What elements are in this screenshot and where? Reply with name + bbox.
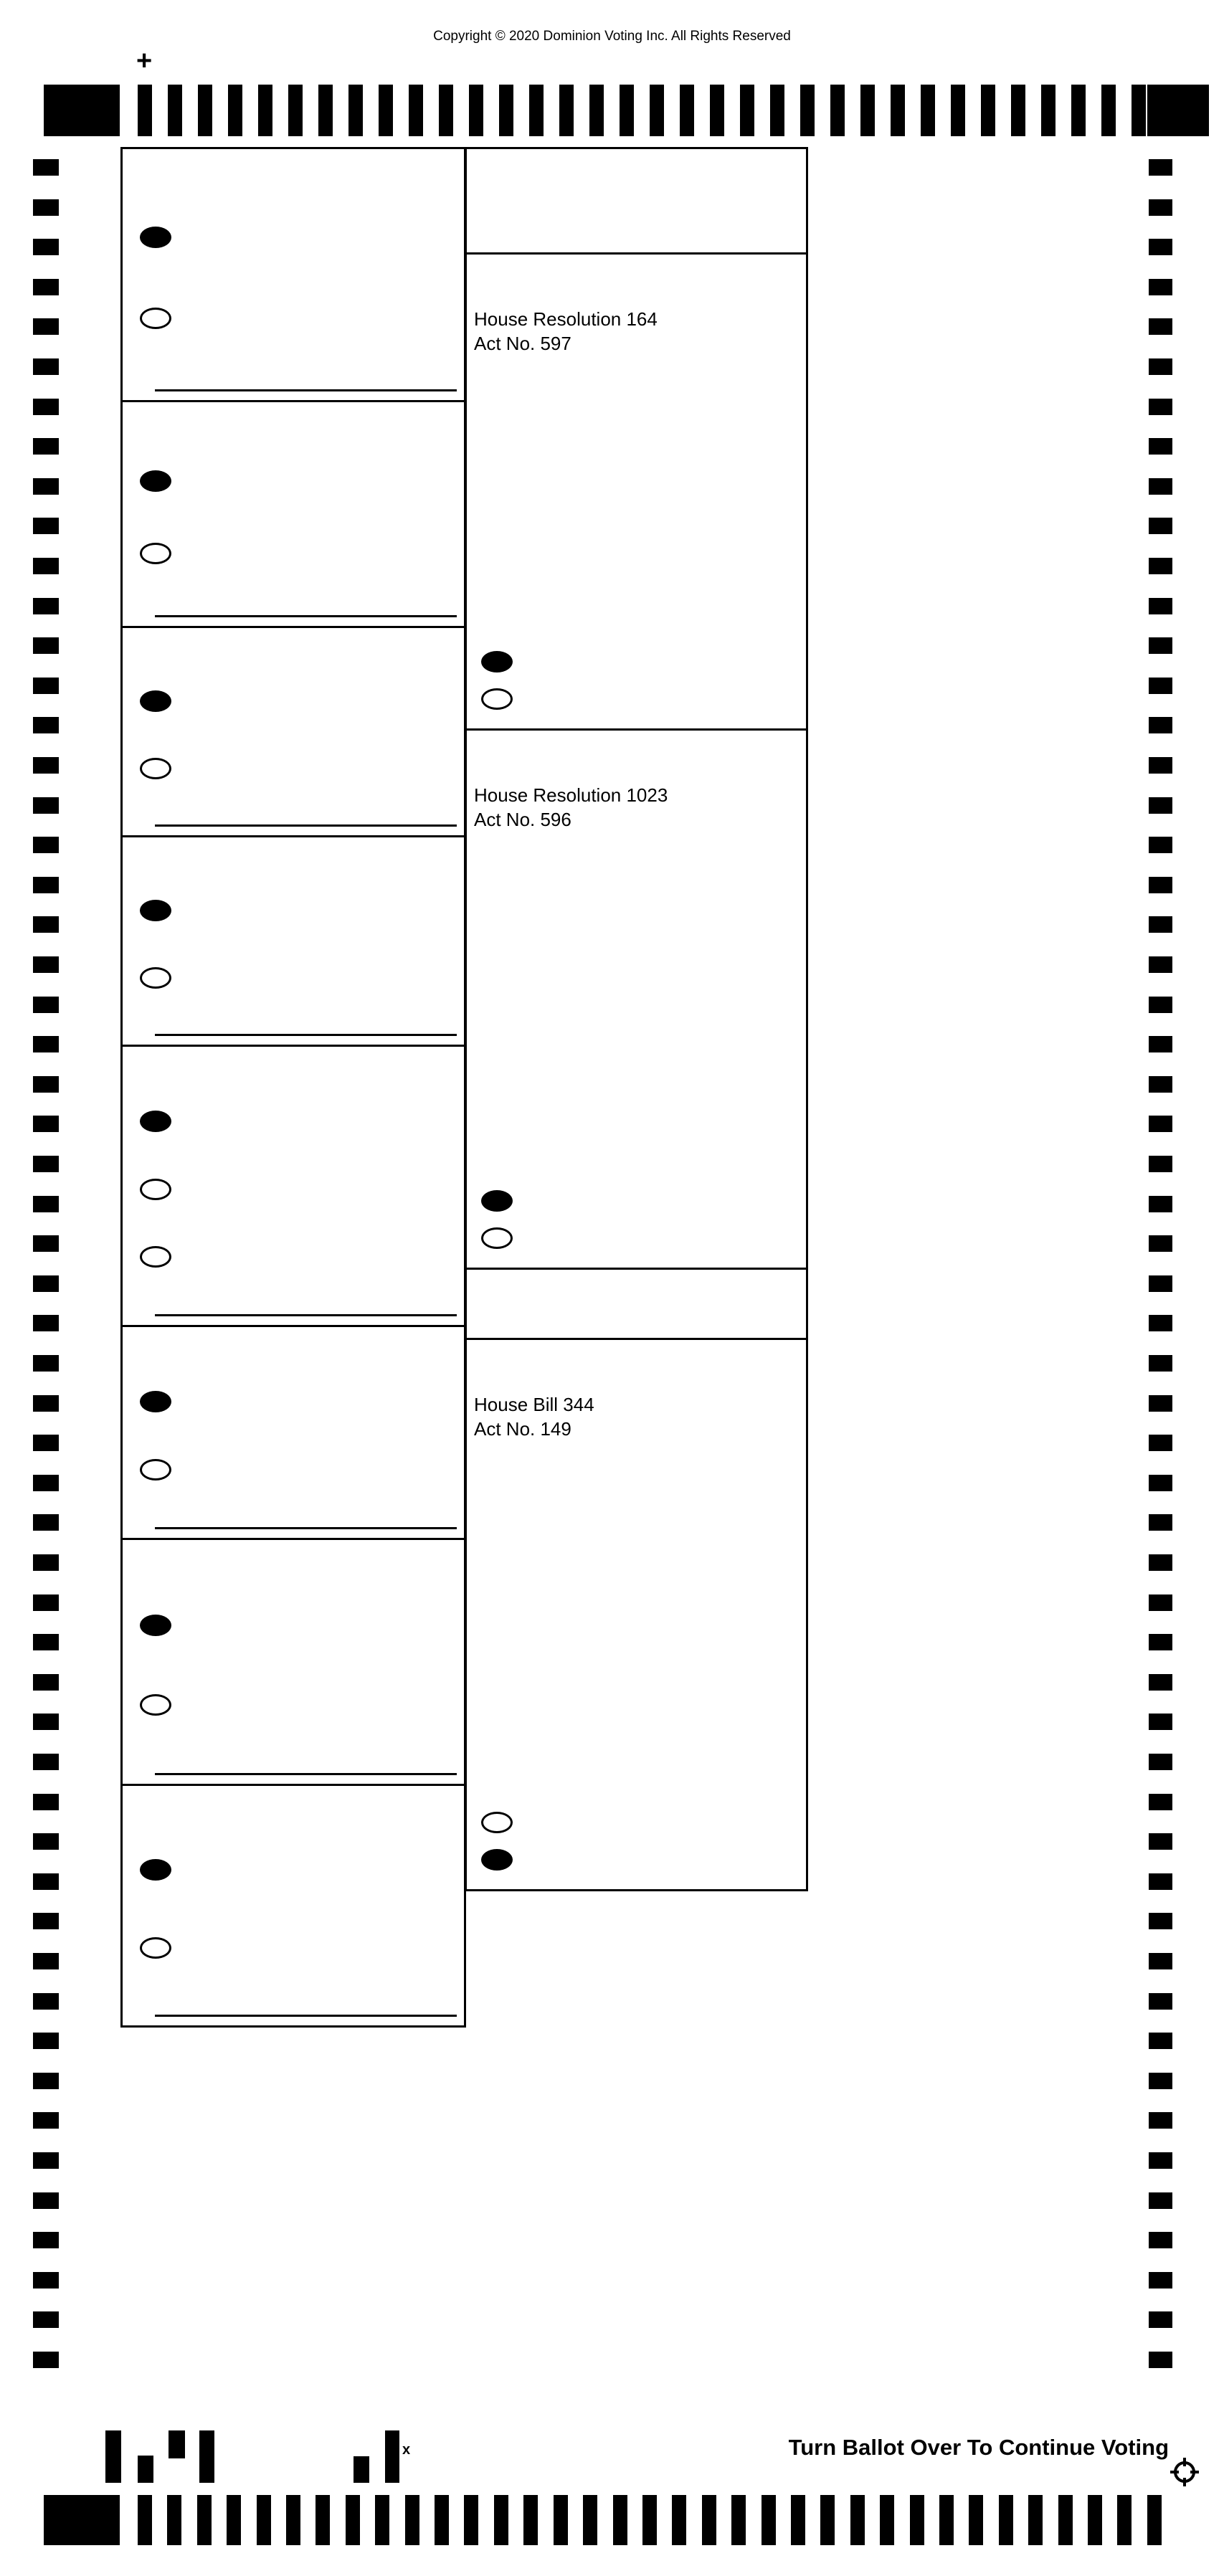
timing-mark — [33, 518, 59, 534]
timing-mark — [1149, 2112, 1172, 2129]
timing-mark — [910, 2495, 924, 2545]
timing-mark — [375, 2495, 389, 2545]
timing-mark — [1149, 1116, 1172, 1132]
ballot-bubble[interactable] — [481, 1812, 513, 1833]
candidate-option[interactable] — [123, 1388, 464, 1412]
timing-mark — [1149, 1235, 1172, 1252]
timing-mark — [1149, 2311, 1172, 2328]
timing-mark — [33, 2232, 59, 2248]
timing-mark — [33, 2272, 59, 2289]
timing-mark — [33, 558, 59, 574]
timing-mark — [33, 837, 59, 853]
timing-mark — [33, 2033, 59, 2049]
contest-box — [120, 1045, 466, 1327]
timing-mark — [138, 2495, 152, 2545]
timing-mark — [1149, 399, 1172, 415]
measure-authority: House Resolution 1023 Act No. 596 — [474, 784, 668, 830]
write-in-option[interactable] — [123, 305, 464, 329]
timing-mark — [198, 85, 212, 136]
ballot-bubble[interactable] — [481, 1227, 513, 1249]
timing-mark — [1149, 358, 1172, 375]
timing-mark — [1149, 2152, 1172, 2169]
timing-mark — [1088, 2495, 1102, 2545]
timing-mark — [405, 2495, 419, 2545]
timing-mark — [33, 717, 59, 733]
timing-mark — [1149, 2272, 1172, 2289]
ballot-bubble-filled[interactable] — [140, 1859, 171, 1881]
contest-box — [120, 400, 466, 628]
timing-mark — [167, 2495, 181, 2545]
timing-mark — [1071, 85, 1086, 136]
timing-mark — [168, 85, 182, 136]
timing-mark — [1149, 1355, 1172, 1372]
write-in-option[interactable] — [123, 755, 464, 779]
timing-mark — [702, 2495, 716, 2545]
timing-mark — [318, 85, 333, 136]
timing-mark — [33, 2073, 59, 2089]
timing-mark — [1149, 199, 1172, 216]
ballot-bubble-filled[interactable] — [140, 900, 171, 921]
timing-mark — [1058, 2495, 1073, 2545]
timing-mark — [33, 1514, 59, 1531]
write-in-line[interactable] — [155, 1314, 457, 1318]
timing-mark — [33, 1116, 59, 1132]
write-in-line[interactable] — [155, 1773, 457, 1777]
timing-mark — [999, 2495, 1013, 2545]
timing-mark — [33, 1395, 59, 1412]
timing-mark — [1149, 1953, 1172, 1969]
write-in-option[interactable] — [123, 1243, 464, 1268]
barcode-bar — [169, 2430, 185, 2458]
measure-option-no[interactable] — [481, 1225, 806, 1249]
timing-mark — [33, 678, 59, 694]
timing-mark — [523, 2495, 538, 2545]
timing-mark — [33, 2352, 59, 2368]
timing-mark — [258, 85, 272, 136]
ballot-bubble[interactable] — [140, 1694, 171, 1716]
measure-box — [465, 1338, 808, 1891]
timing-mark — [800, 85, 815, 136]
timing-mark — [1149, 1594, 1172, 1611]
timing-mark — [1149, 1873, 1172, 1890]
timing-mark — [1149, 837, 1172, 853]
ballot-bubble-filled[interactable] — [140, 1615, 171, 1636]
timing-mark — [33, 916, 59, 933]
timing-mark — [613, 2495, 627, 2545]
ballot-bubble[interactable] — [140, 967, 171, 989]
write-in-option[interactable] — [123, 540, 464, 564]
timing-mark — [860, 85, 875, 136]
crosshair-registration-icon — [1170, 2458, 1199, 2486]
timing-mark — [435, 2495, 449, 2545]
timing-mark — [1149, 279, 1172, 295]
timing-mark — [1149, 438, 1172, 455]
timing-mark — [1149, 318, 1172, 335]
timing-mark — [469, 85, 483, 136]
timing-mark — [672, 2495, 686, 2545]
timing-mark — [439, 85, 453, 136]
timing-mark — [529, 85, 544, 136]
write-in-line[interactable] — [155, 1034, 457, 1037]
timing-block-top-left — [44, 85, 120, 136]
barcode-bar — [105, 2430, 121, 2483]
timing-mark — [228, 85, 242, 136]
timing-mark — [33, 1594, 59, 1611]
timing-mark — [1149, 1275, 1172, 1292]
ballot-bubble[interactable] — [140, 543, 171, 564]
timing-mark — [33, 1275, 59, 1292]
measure-option-yes[interactable] — [481, 1187, 806, 1212]
timing-block-bottom-left — [44, 2495, 120, 2545]
timing-mark — [33, 1833, 59, 1850]
timing-mark — [33, 1634, 59, 1650]
ballot-bubble[interactable] — [140, 1246, 171, 1268]
write-in-line[interactable] — [155, 389, 457, 393]
timing-mark — [680, 85, 694, 136]
measure-option-no[interactable] — [481, 1846, 806, 1871]
timing-mark — [1149, 159, 1172, 176]
timing-mark — [921, 85, 935, 136]
timing-mark — [33, 956, 59, 973]
timing-mark — [33, 598, 59, 614]
timing-block-top-right — [1147, 85, 1209, 136]
write-in-option[interactable] — [123, 1691, 464, 1716]
ballot-bubble-filled[interactable] — [140, 227, 171, 248]
timing-mark — [33, 997, 59, 1013]
timing-mark — [33, 2192, 59, 2209]
timing-mark — [830, 85, 845, 136]
timing-mark — [33, 1235, 59, 1252]
timing-mark — [1149, 997, 1172, 1013]
contest-box — [120, 1325, 466, 1540]
timing-mark — [1149, 1435, 1172, 1451]
timing-mark — [710, 85, 724, 136]
ballot-bubble-filled[interactable] — [481, 1849, 513, 1871]
timing-mark — [33, 797, 59, 814]
timing-mark — [33, 1993, 59, 2010]
ballot-bubble[interactable] — [140, 1937, 171, 1959]
timing-mark — [1149, 877, 1172, 893]
timing-mark — [33, 1554, 59, 1571]
candidate-option[interactable] — [123, 1108, 464, 1132]
contests-column — [120, 147, 466, 2028]
timing-mark — [1149, 1196, 1172, 1212]
timing-mark — [1149, 1036, 1172, 1052]
measure-authority: House Resolution 164 Act No. 597 — [474, 308, 658, 354]
timing-mark — [379, 85, 393, 136]
timing-marks-top — [138, 85, 1146, 136]
timing-mark — [1149, 1913, 1172, 1929]
timing-mark — [1149, 717, 1172, 733]
timing-mark — [850, 2495, 865, 2545]
timing-mark — [559, 85, 574, 136]
timing-mark — [494, 2495, 508, 2545]
candidate-option[interactable] — [123, 1856, 464, 1881]
timing-mark — [1149, 2192, 1172, 2209]
write-in-line[interactable] — [155, 824, 457, 828]
timing-mark — [286, 2495, 300, 2545]
contest-box — [120, 147, 466, 402]
timing-mark — [33, 2152, 59, 2169]
timing-mark — [1149, 1754, 1172, 1770]
timing-mark — [1101, 85, 1116, 136]
contest-box — [120, 1784, 466, 2028]
turn-ballot-over-text: Turn Ballot Over To Continue Voting — [788, 2435, 1169, 2460]
ballot-bubble[interactable] — [140, 1459, 171, 1481]
timing-mark — [770, 85, 784, 136]
timing-mark — [33, 2311, 59, 2328]
timing-mark — [762, 2495, 776, 2545]
timing-mark — [1149, 956, 1172, 973]
timing-mark — [33, 358, 59, 375]
barcode-bar — [199, 2430, 214, 2483]
timing-mark — [288, 85, 303, 136]
ballot-bubble[interactable] — [140, 1179, 171, 1200]
timing-mark — [620, 85, 634, 136]
timing-mark — [33, 438, 59, 455]
timing-mark — [33, 1036, 59, 1052]
write-in-option[interactable] — [123, 964, 464, 989]
timing-mark — [316, 2495, 330, 2545]
measures-column — [465, 147, 808, 1891]
ballot-bubble[interactable] — [481, 688, 513, 710]
timing-mark — [1149, 797, 1172, 814]
timing-mark — [409, 85, 423, 136]
write-in-option[interactable] — [123, 1456, 464, 1481]
barcode-bar — [354, 2456, 369, 2483]
measure-question — [467, 832, 806, 857]
ballot-bubble[interactable] — [140, 308, 171, 329]
timing-mark — [1147, 2495, 1162, 2545]
timing-mark — [33, 279, 59, 295]
ballot-bubble[interactable] — [140, 758, 171, 779]
candidate-option[interactable] — [123, 688, 464, 712]
timing-mark — [33, 1953, 59, 1969]
timing-mark — [1149, 757, 1172, 774]
candidate-option[interactable] — [123, 897, 464, 921]
measure-box — [465, 728, 808, 1270]
write-in-option[interactable] — [123, 1934, 464, 1959]
ballot-bubble-filled[interactable] — [140, 470, 171, 492]
timing-mark — [33, 199, 59, 216]
timing-mark — [1041, 85, 1055, 136]
timing-mark — [138, 85, 152, 136]
timing-mark — [981, 85, 995, 136]
timing-mark — [1149, 598, 1172, 614]
registration-plus-mark: + — [136, 46, 153, 76]
timing-mark — [1149, 1315, 1172, 1331]
timing-mark — [1149, 2073, 1172, 2089]
timing-mark — [33, 1435, 59, 1451]
timing-mark — [731, 2495, 746, 2545]
measure-option-yes[interactable] — [481, 1809, 806, 1833]
timing-mark — [1149, 1993, 1172, 2010]
write-in-line[interactable] — [155, 1527, 457, 1531]
timing-mark — [1149, 2033, 1172, 2049]
timing-mark — [33, 1076, 59, 1093]
timing-mark — [33, 1315, 59, 1331]
timing-mark — [33, 1475, 59, 1491]
timing-mark — [33, 399, 59, 415]
timing-mark — [33, 877, 59, 893]
contest-box — [120, 1538, 466, 1786]
timing-mark — [464, 2495, 478, 2545]
timing-mark — [791, 2495, 805, 2545]
measure-box — [465, 252, 808, 731]
ballot-bubble-filled[interactable] — [481, 1190, 513, 1212]
contest-box — [120, 835, 466, 1047]
timing-mark — [1149, 1395, 1172, 1412]
timing-mark — [33, 159, 59, 176]
copyright-text: Copyright © 2020 Dominion Voting Inc. All Rights Reserved — [433, 29, 791, 44]
measure-option-no[interactable] — [481, 685, 806, 710]
timing-mark — [33, 1714, 59, 1730]
measure-authority: House Bill 344 Act No. 149 — [474, 1394, 594, 1440]
timing-mark — [554, 2495, 568, 2545]
timing-mark — [1149, 1076, 1172, 1093]
timing-mark — [257, 2495, 271, 2545]
ballot-bubble-filled[interactable] — [140, 1111, 171, 1132]
measure-question — [467, 356, 806, 381]
barcode-bar — [138, 2456, 153, 2483]
timing-mark — [33, 1754, 59, 1770]
timing-mark — [951, 85, 965, 136]
timing-mark — [1149, 1634, 1172, 1650]
write-in-line[interactable] — [155, 2015, 457, 2018]
timing-mark — [1149, 637, 1172, 654]
timing-mark — [33, 1355, 59, 1372]
timing-mark — [891, 85, 905, 136]
timing-mark — [650, 85, 664, 136]
timing-mark — [1149, 678, 1172, 694]
measure-option-yes[interactable] — [481, 648, 806, 672]
timing-mark — [499, 85, 513, 136]
timing-mark — [1149, 916, 1172, 933]
section-header-box — [465, 147, 808, 255]
timing-mark — [348, 85, 363, 136]
timing-mark — [1149, 1554, 1172, 1571]
timing-mark — [33, 2112, 59, 2129]
timing-mark — [1149, 1714, 1172, 1730]
timing-mark — [1149, 1514, 1172, 1531]
timing-mark — [1149, 518, 1172, 534]
timing-mark — [33, 1873, 59, 1890]
timing-mark — [820, 2495, 835, 2545]
timing-mark — [33, 1913, 59, 1929]
write-in-line[interactable] — [155, 615, 457, 619]
timing-mark — [33, 1794, 59, 1810]
timing-marks-bottom — [138, 2495, 1162, 2545]
timing-mark — [33, 637, 59, 654]
barcode-corner-glyph: x — [402, 2442, 411, 2458]
timing-mark — [939, 2495, 954, 2545]
timing-mark — [197, 2495, 212, 2545]
timing-mark — [1149, 2352, 1172, 2368]
timing-mark — [1149, 1833, 1172, 1850]
timing-mark — [346, 2495, 360, 2545]
section-header-box — [465, 1268, 808, 1340]
timing-mark — [1149, 1156, 1172, 1172]
ballot-bubble-filled[interactable] — [140, 690, 171, 712]
timing-mark — [1149, 478, 1172, 495]
timing-mark — [1149, 1475, 1172, 1491]
timing-mark — [880, 2495, 894, 2545]
candidate-option[interactable] — [123, 467, 464, 492]
timing-mark — [1028, 2495, 1043, 2545]
timing-mark — [33, 318, 59, 335]
timing-mark — [1011, 85, 1025, 136]
timing-mark — [33, 239, 59, 255]
timing-mark — [33, 478, 59, 495]
timing-mark — [583, 2495, 597, 2545]
timing-mark — [642, 2495, 657, 2545]
timing-mark — [33, 757, 59, 774]
timing-mark — [740, 85, 754, 136]
timing-mark — [1132, 85, 1146, 136]
timing-mark — [1149, 239, 1172, 255]
timing-mark — [1149, 558, 1172, 574]
candidate-option[interactable] — [123, 1612, 464, 1636]
contest-box — [120, 626, 466, 837]
timing-mark — [1149, 2232, 1172, 2248]
timing-mark — [33, 1674, 59, 1691]
timing-mark — [1149, 1794, 1172, 1810]
timing-mark — [33, 1196, 59, 1212]
candidate-option[interactable] — [123, 224, 464, 248]
candidate-option[interactable] — [123, 1176, 464, 1200]
timing-mark — [969, 2495, 983, 2545]
measure-question — [467, 1442, 806, 1466]
ballot-bubble-filled[interactable] — [481, 651, 513, 672]
timing-mark — [1149, 1674, 1172, 1691]
timing-mark — [33, 1156, 59, 1172]
timing-mark — [589, 85, 604, 136]
timing-mark — [227, 2495, 241, 2545]
timing-mark — [1117, 2495, 1132, 2545]
barcode-bar — [385, 2430, 399, 2483]
ballot-bubble-filled[interactable] — [140, 1391, 171, 1412]
